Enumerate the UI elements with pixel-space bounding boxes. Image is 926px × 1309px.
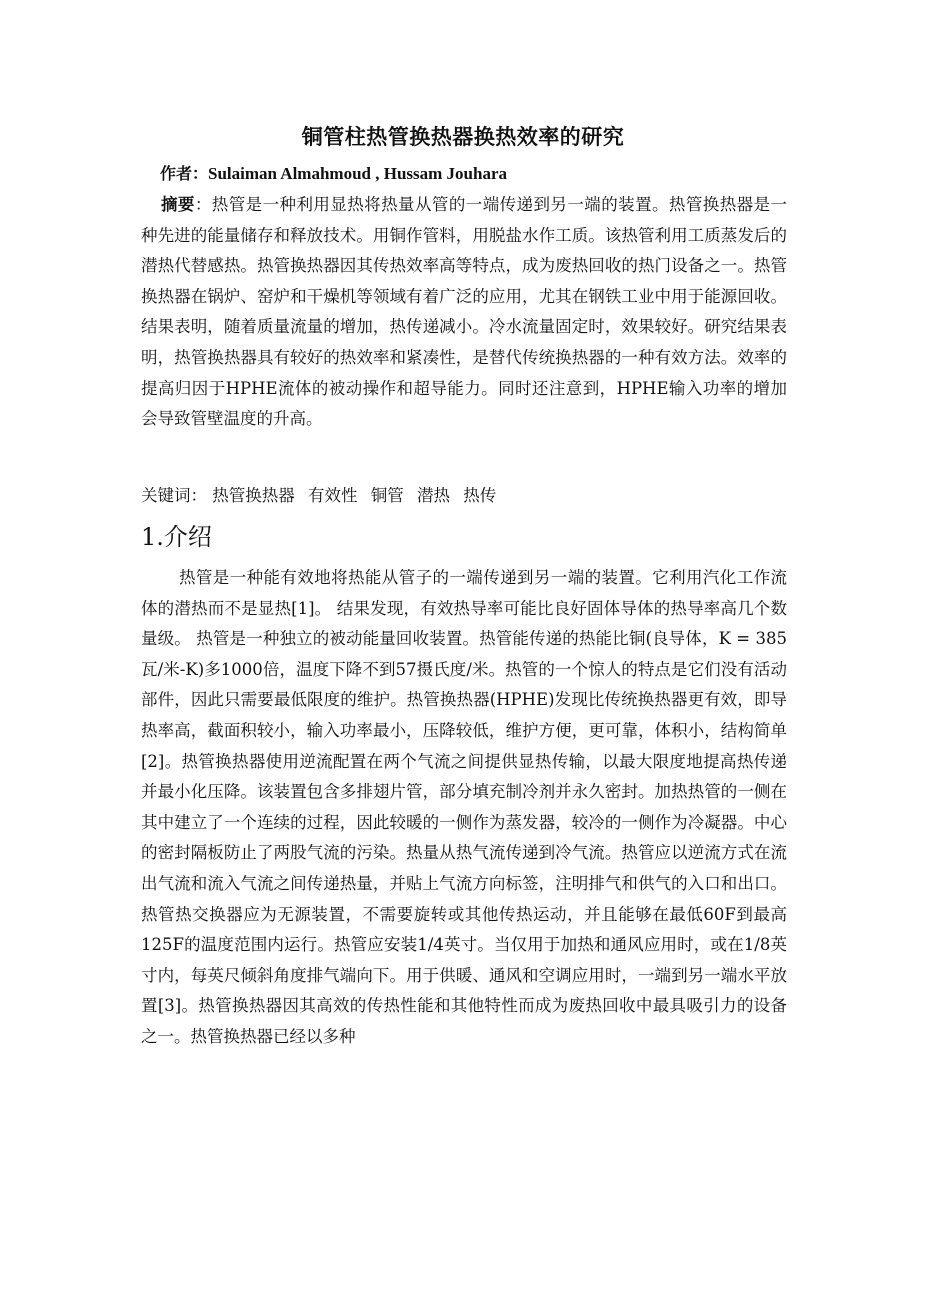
abstract-paragraph — [141, 190, 787, 435]
keyword: 热管换热器 — [212, 486, 295, 505]
keyword: 热传 — [463, 486, 497, 505]
section-heading: 1.介绍 — [141, 523, 212, 551]
author-names: Sulaiman Almahmoud , Hussam Jouhara — [208, 164, 508, 183]
keyword: 有效性 — [308, 486, 358, 505]
keywords-line — [141, 481, 787, 511]
abstract-text: ：热管是一种利用显热将热量从管的一端传递到另一端的装置。热管换热器是一种先进的能量储存和释放技术。用铜作管料，用脱盐水作工质。该热管利用工质蒸发后的潜热代替感热。热管换热器因其传热效率高等特点，成为废热回收的热门设备之一。热管换热器在锅炉、窑炉和干燥机等领域有着广泛的应用，尤其在钢铁工业中用于能源回收。结果表明，随着质量流量的增加，热传递减小。冷水流量固定时，效果较好。研究结果表明，热管换热器具有较好的热效率和紧凑性，是替代传统换热器的一种有效方法。效率的提高归因于HPHE流体的被动操作和超导能力。同时还注意到，HPHE输入功率的增加会导致管壁温度的升高。 — [141, 195, 788, 429]
abstract-label: 摘要 — [161, 195, 195, 214]
body-paragraph: 热管是一种能有效地将热能从管子的一端传递到另一端的装置。它利用汽化工作流体的潜热而不是显热[1]。 结果发现，有效热导率可能比良好固体导体的热导率高几个数量级。 热管是一种独立的被动能量回收装置。热管能传递的热能比铜(良导体，K = 385 瓦/米-K)多1000倍，温度下降不到57摄氏度/米。热管的一个惊人的特点是它们没有活动部件，因此只需要最低限度的维护。热管换热器(HPHE)发现比传统换热器更有效，即导热率高，截面积较小，输入功率最小，压降较低，维护方便，更可靠，体积小，结构简单[2]。热管换热器使用逆流配置在两个气流之间提供显热传输，以最大限度地提高热传递并最小化压降。该装置包含多排翅片管，部分填充制冷剂并永久密封。加热热管的一侧在其中建立了一个连续的过程，因此较暖的一侧作为蒸发器，较冷的一侧作为冷凝器。中心的密封隔板防止了两股气流的污染。热量从热气流传递到冷气流。热管应以逆流方式在流出气流和流入气流之间传递热量，并贴上气流方向标签，注明排气和供气的入口和出口。热管热交换器应为无源装置，不需要旋转或其他传热运动，并且能够在最低60F到最高125F的温度范围内运行。热管应安装1/4英寸。当仅用于加热和通风应用时，或在1/8英寸内，每英尺倾斜角度排气端向下。用于供暖、通风和空调应用时，一端到另一端水平放置[3]。热管换热器因其高效的传热性能和其他特性而成为废热回收中最具吸引力的设备之一。热管换热器已经以多种 — [141, 568, 787, 1046]
keyword: 铜管 — [370, 486, 404, 505]
author-line — [160, 161, 507, 187]
authors-label: 作者： — [160, 164, 209, 183]
keyword: 潜热 — [417, 486, 450, 505]
paper-title: 铜管柱热管换热器换热效率的研究 — [301, 124, 625, 149]
keywords-label: 关键词： — [141, 486, 207, 505]
